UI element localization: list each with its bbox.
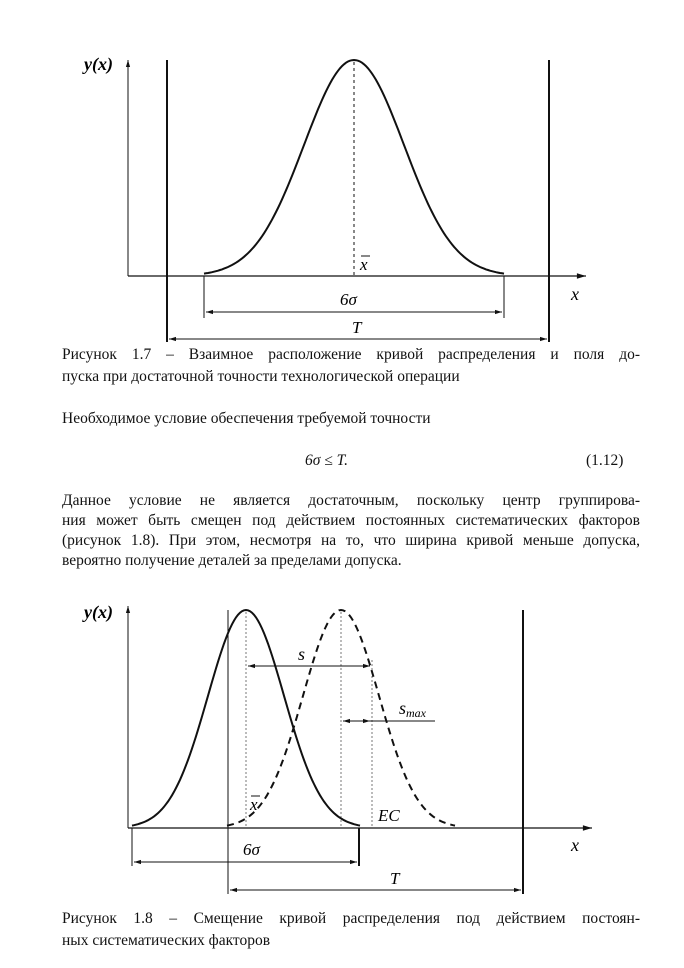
y-label: y(x) — [84, 602, 113, 622]
mean-label: x — [250, 795, 258, 814]
paragraph-line-2: ния может быть смещен под действием постоянных систематических факторов — [62, 512, 640, 529]
x-label: x — [571, 284, 579, 304]
figure-1-7 — [82, 54, 586, 342]
formula-number: (1.12) — [586, 452, 624, 469]
caption-1-line-1: Рисунок 1.7 – Взаимное расположение кривой распределения и поля до- — [62, 346, 640, 363]
caption-1-line-2: пуска при достаточной точности технологической операции — [62, 368, 460, 385]
formula: 6σ ≤ T. — [305, 452, 348, 469]
tolerance-label: T — [390, 869, 400, 888]
ec-label: EC — [378, 806, 400, 825]
mean-label: x — [360, 255, 368, 274]
x-label: x — [571, 835, 579, 855]
caption-2-line-2: ных систематических факторов — [62, 932, 271, 949]
max-shift-label: smax — [399, 698, 427, 720]
y-label: y(x) — [84, 54, 113, 74]
shift-label: s — [298, 644, 306, 664]
paragraph-condition: Необходимое условие обеспечения требуемой точности — [62, 410, 431, 427]
caption-2-line-1: Рисунок 1.8 – Смещение кривой распределения под действием постоян- — [62, 910, 640, 927]
paragraph-line-1: Данное условие не является достаточным, поскольку центр группирова- — [62, 492, 640, 509]
figure-1-8 — [82, 602, 592, 894]
tolerance-label: T — [352, 318, 362, 337]
six-sigma-label: 6σ — [243, 840, 260, 859]
paragraph-line-3: (рисунок 1.8). При этом, несмотря на то, что ширина кривой меньше допуска, — [62, 532, 640, 549]
six-sigma-label: 6σ — [340, 290, 357, 309]
paragraph-line-4: вероятно получение деталей за пределами допуска. — [62, 552, 402, 569]
